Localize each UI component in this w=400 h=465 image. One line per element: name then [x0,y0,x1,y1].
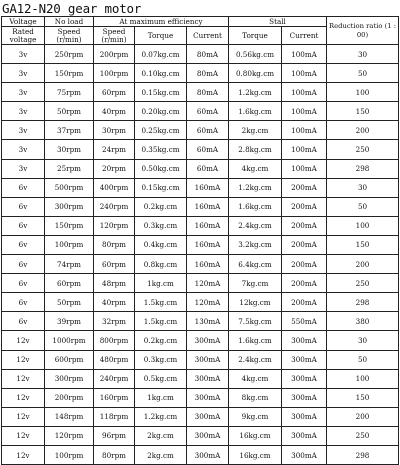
table-row [2,369,399,388]
cell-speed-efficiency: 40rpm [94,102,135,121]
cell-current-stall: 100mA [282,121,327,140]
cell-torque-efficiency: 1.2kg.cm [135,407,187,426]
cell-voltage: 12v [2,331,45,350]
cell-torque-efficiency: 0.07kg.cm [135,45,187,64]
cell-reduction-ratio: 298 [327,445,399,464]
header-voltage: Voltage [2,17,45,27]
table-row [2,255,399,274]
cell-voltage: 3v [2,64,45,83]
table-row [2,121,399,140]
cell-reduction-ratio: 200 [327,407,399,426]
cell-torque-efficiency: 1.5kg.cm [135,312,187,331]
header-max-efficiency: At maximum efficiency [94,17,229,27]
header-speed-efficiency: Speed (r/min) [94,27,135,45]
cell-torque-efficiency: 0.10kg.cm [135,64,187,83]
cell-reduction-ratio: 50 [327,197,399,216]
cell-voltage: 3v [2,121,45,140]
cell-torque-stall: 6.4kg.cm [229,255,282,274]
header-torque-efficiency: Torque [135,27,187,45]
cell-speed-efficiency: 400rpm [94,178,135,197]
cell-torque-efficiency: 0.50kg.cm [135,159,187,178]
cell-speed-efficiency: 20rpm [94,159,135,178]
table-row [2,159,399,178]
cell-current-efficiency: 80mA [187,64,229,83]
cell-speed-efficiency: 240rpm [94,197,135,216]
cell-reduction-ratio: 50 [327,350,399,369]
cell-current-efficiency: 60mA [187,102,229,121]
table-row [2,426,399,445]
cell-voltage: 6v [2,178,45,197]
cell-current-stall: 100mA [282,83,327,102]
cell-voltage: 3v [2,140,45,159]
cell-reduction-ratio: 250 [327,426,399,445]
cell-torque-stall: 12kg.cm [229,293,282,312]
cell-current-stall: 550mA [282,312,327,331]
cell-torque-stall: 4kg.cm [229,369,282,388]
cell-current-efficiency: 120mA [187,274,229,293]
cell-reduction-ratio: 100 [327,83,399,102]
table-row [2,197,399,216]
cell-current-stall: 100mA [282,159,327,178]
cell-current-efficiency: 300mA [187,369,229,388]
cell-speed-no-load: 100rpm [45,235,94,254]
cell-reduction-ratio: 380 [327,312,399,331]
spec-table [1,16,399,465]
cell-current-stall: 200mA [282,216,327,235]
cell-speed-no-load: 120rpm [45,426,94,445]
cell-voltage: 12v [2,426,45,445]
cell-current-stall: 200mA [282,274,327,293]
cell-reduction-ratio: 30 [327,45,399,64]
cell-torque-efficiency: 2kg.cm [135,426,187,445]
table-row [2,407,399,426]
cell-torque-stall: 2kg.cm [229,121,282,140]
cell-speed-no-load: 148rpm [45,407,94,426]
cell-torque-efficiency: 0.3kg.cm [135,350,187,369]
table-row [2,140,399,159]
cell-speed-no-load: 600rpm [45,350,94,369]
cell-current-efficiency: 300mA [187,350,229,369]
cell-reduction-ratio: 50 [327,64,399,83]
cell-speed-no-load: 75rpm [45,83,94,102]
cell-speed-no-load: 100rpm [45,445,94,464]
table-row [2,178,399,197]
cell-reduction-ratio: 250 [327,140,399,159]
page-title: GA12-N20 gear motor [2,1,142,16]
cell-voltage: 12v [2,369,45,388]
cell-voltage: 6v [2,235,45,254]
cell-reduction-ratio: 100 [327,369,399,388]
cell-speed-efficiency: 60rpm [94,83,135,102]
cell-voltage: 12v [2,388,45,407]
cell-speed-efficiency: 48rpm [94,274,135,293]
cell-current-efficiency: 60mA [187,159,229,178]
table-row [2,388,399,407]
cell-speed-efficiency: 480rpm [94,350,135,369]
cell-speed-no-load: 300rpm [45,197,94,216]
cell-current-stall: 300mA [282,445,327,464]
cell-current-efficiency: 60mA [187,140,229,159]
cell-speed-efficiency: 118rpm [94,407,135,426]
cell-voltage: 3v [2,159,45,178]
cell-current-efficiency: 160mA [187,235,229,254]
cell-torque-efficiency: 0.3kg.cm [135,216,187,235]
table-row [2,445,399,464]
table-row [2,331,399,350]
cell-torque-efficiency: 0.25kg.cm [135,121,187,140]
cell-torque-efficiency: 0.15kg.cm [135,178,187,197]
table-row [2,235,399,254]
cell-reduction-ratio: 150 [327,388,399,407]
cell-speed-no-load: 150rpm [45,64,94,83]
header-speed-no-load: Speed (r/min) [45,27,94,45]
cell-reduction-ratio: 150 [327,102,399,121]
cell-current-efficiency: 80mA [187,83,229,102]
cell-current-stall: 300mA [282,350,327,369]
cell-speed-efficiency: 80rpm [94,445,135,464]
table-row [2,274,399,293]
cell-torque-efficiency: 1kg.cm [135,388,187,407]
cell-torque-stall: 1.2kg.cm [229,178,282,197]
cell-current-efficiency: 120mA [187,293,229,312]
header-no-load: No load [45,17,94,27]
cell-current-efficiency: 160mA [187,216,229,235]
cell-current-stall: 100mA [282,140,327,159]
cell-voltage: 6v [2,312,45,331]
cell-torque-stall: 1.6kg.cm [229,102,282,121]
cell-torque-efficiency: 0.20kg.cm [135,102,187,121]
cell-voltage: 12v [2,350,45,369]
cell-reduction-ratio: 200 [327,255,399,274]
cell-voltage: 3v [2,45,45,64]
cell-speed-efficiency: 160rpm [94,388,135,407]
cell-speed-no-load: 250rpm [45,45,94,64]
cell-voltage: 6v [2,197,45,216]
cell-speed-no-load: 300rpm [45,369,94,388]
cell-torque-stall: 2.4kg.cm [229,216,282,235]
cell-current-efficiency: 130mA [187,312,229,331]
cell-speed-no-load: 60rpm [45,274,94,293]
cell-current-efficiency: 160mA [187,255,229,274]
cell-speed-efficiency: 32rpm [94,312,135,331]
cell-torque-stall: 7kg.cm [229,274,282,293]
cell-torque-efficiency: 2kg.cm [135,445,187,464]
cell-speed-efficiency: 120rpm [94,216,135,235]
cell-speed-efficiency: 24rpm [94,140,135,159]
cell-voltage: 6v [2,255,45,274]
cell-current-stall: 300mA [282,331,327,350]
cell-reduction-ratio: 150 [327,235,399,254]
table-row [2,293,399,312]
table-row [2,350,399,369]
cell-speed-efficiency: 80rpm [94,235,135,254]
cell-torque-efficiency: 0.2kg.cm [135,197,187,216]
cell-torque-stall: 1.6kg.cm [229,331,282,350]
cell-torque-efficiency: 0.15kg.cm [135,83,187,102]
cell-speed-efficiency: 96rpm [94,426,135,445]
cell-speed-efficiency: 800rpm [94,331,135,350]
cell-torque-stall: 4kg.cm [229,159,282,178]
cell-voltage: 6v [2,293,45,312]
cell-torque-stall: 16kg.cm [229,426,282,445]
cell-voltage: 12v [2,407,45,426]
spec-table-body [2,45,399,465]
cell-torque-efficiency: 1.5kg.cm [135,293,187,312]
table-row [2,216,399,235]
cell-reduction-ratio: 100 [327,216,399,235]
cell-torque-stall: 0.80kg.cm [229,64,282,83]
cell-current-efficiency: 80mA [187,45,229,64]
cell-torque-efficiency: 0.5kg.cm [135,369,187,388]
cell-torque-stall: 3.2kg.cm [229,235,282,254]
cell-speed-efficiency: 60rpm [94,255,135,274]
header-current-stall: Current [282,27,327,45]
cell-voltage: 3v [2,83,45,102]
cell-speed-efficiency: 100rpm [94,64,135,83]
cell-torque-stall: 1.6kg.cm [229,197,282,216]
cell-voltage: 6v [2,274,45,293]
cell-current-efficiency: 300mA [187,331,229,350]
cell-torque-efficiency: 1kg.cm [135,274,187,293]
cell-torque-stall: 7.5kg.cm [229,312,282,331]
cell-current-stall: 300mA [282,369,327,388]
cell-current-stall: 200mA [282,197,327,216]
cell-current-efficiency: 160mA [187,178,229,197]
cell-torque-stall: 2.8kg.cm [229,140,282,159]
cell-voltage: 6v [2,216,45,235]
cell-current-stall: 200mA [282,255,327,274]
cell-current-stall: 200mA [282,293,327,312]
header-row-main [2,17,399,27]
cell-current-stall: 300mA [282,426,327,445]
cell-torque-stall: 1.2kg.cm [229,83,282,102]
header-rated-voltage: Rated voltage [2,27,45,45]
cell-reduction-ratio: 298 [327,159,399,178]
cell-reduction-ratio: 250 [327,274,399,293]
cell-torque-efficiency: 0.35kg.cm [135,140,187,159]
cell-speed-no-load: 50rpm [45,293,94,312]
cell-speed-no-load: 150rpm [45,216,94,235]
table-row [2,45,399,64]
cell-current-stall: 300mA [282,407,327,426]
cell-current-stall: 100mA [282,45,327,64]
cell-current-stall: 300mA [282,388,327,407]
cell-speed-no-load: 30rpm [45,140,94,159]
cell-torque-efficiency: 0.2kg.cm [135,331,187,350]
header-reduction-ratio: Reduction ratio (1 : 00) [327,17,399,45]
cell-current-stall: 200mA [282,235,327,254]
cell-speed-no-load: 200rpm [45,388,94,407]
cell-current-efficiency: 300mA [187,407,229,426]
cell-speed-efficiency: 30rpm [94,121,135,140]
cell-torque-stall: 9kg.cm [229,407,282,426]
cell-current-stall: 200mA [282,178,327,197]
cell-reduction-ratio: 30 [327,178,399,197]
cell-voltage: 12v [2,445,45,464]
cell-current-stall: 100mA [282,64,327,83]
cell-current-stall: 100mA [282,102,327,121]
cell-current-efficiency: 60mA [187,121,229,140]
cell-speed-efficiency: 240rpm [94,369,135,388]
cell-reduction-ratio: 200 [327,121,399,140]
cell-torque-efficiency: 0.8kg.cm [135,255,187,274]
cell-torque-stall: 2.4kg.cm [229,350,282,369]
cell-reduction-ratio: 30 [327,331,399,350]
cell-speed-no-load: 39rpm [45,312,94,331]
cell-current-efficiency: 300mA [187,445,229,464]
header-current-efficiency: Current [187,27,229,45]
cell-torque-efficiency: 0.4kg.cm [135,235,187,254]
cell-torque-stall: 16kg.cm [229,445,282,464]
header-stall: Stall [229,17,327,27]
cell-torque-stall: 8kg.cm [229,388,282,407]
cell-current-efficiency: 160mA [187,197,229,216]
cell-torque-stall: 0.56kg.cm [229,45,282,64]
cell-speed-efficiency: 200rpm [94,45,135,64]
cell-speed-no-load: 37rpm [45,121,94,140]
cell-speed-no-load: 74rpm [45,255,94,274]
table-row [2,312,399,331]
cell-speed-no-load: 25rpm [45,159,94,178]
table-row [2,83,399,102]
cell-speed-no-load: 1000rpm [45,331,94,350]
cell-current-efficiency: 300mA [187,388,229,407]
cell-current-efficiency: 300mA [187,426,229,445]
cell-speed-no-load: 50rpm [45,102,94,121]
cell-speed-efficiency: 40rpm [94,293,135,312]
table-row [2,102,399,121]
table-row [2,64,399,83]
cell-speed-no-load: 500rpm [45,178,94,197]
cell-reduction-ratio: 298 [327,293,399,312]
header-torque-stall: Torque [229,27,282,45]
cell-voltage: 3v [2,102,45,121]
